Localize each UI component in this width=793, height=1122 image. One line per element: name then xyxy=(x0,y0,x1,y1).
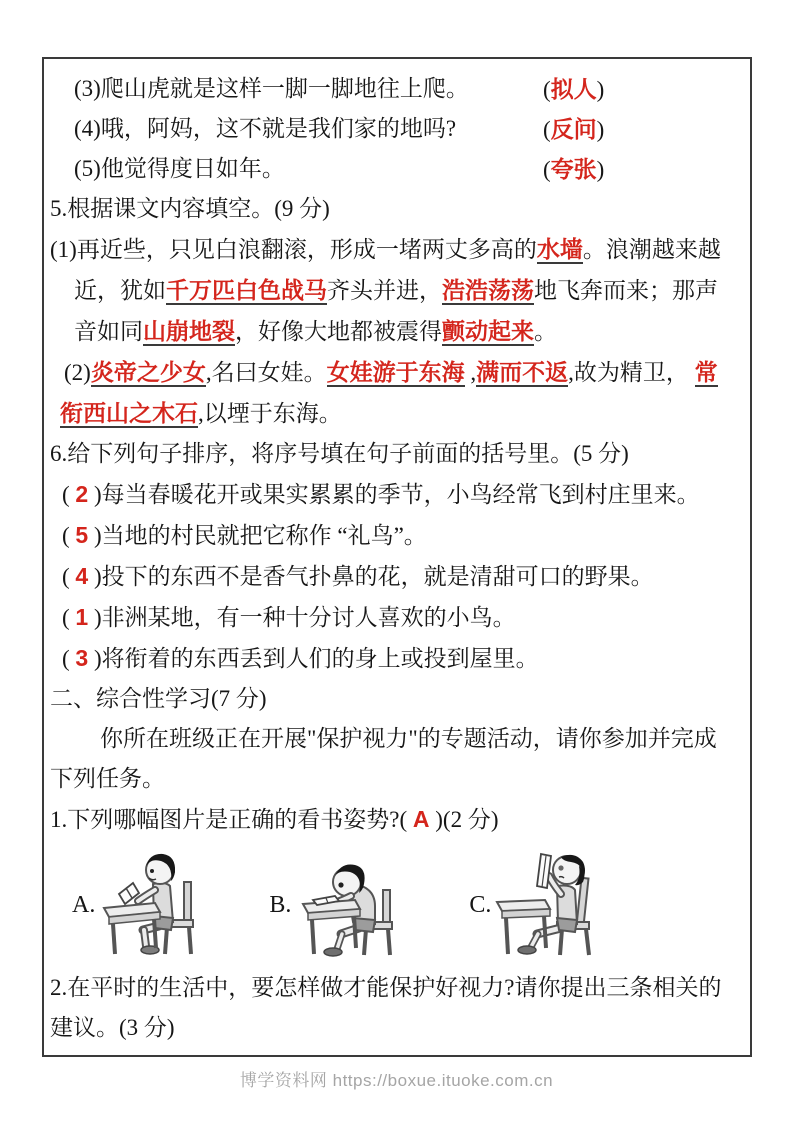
q5-fill-line-3: 音如同山崩地裂，好像大地都被震得颤动起来。 xyxy=(74,318,557,344)
part2-heading: 二、综合性学习(7 分) xyxy=(50,686,267,711)
part2-q2-line-2: 建议。(3 分) xyxy=(50,1015,175,1040)
posture-label-b: B. xyxy=(269,892,292,918)
q6-item-5: ( 3 )将衔着的东西丢到人们的身上或投到屋里。 xyxy=(62,645,539,671)
posture-option-a xyxy=(72,850,217,960)
q4-item-4-answer: (反问) xyxy=(543,116,605,142)
posture-label-a: A. xyxy=(72,892,96,918)
q6-heading: 6.给下列句子排序，将序号填在句子前面的括号里。(5 分) xyxy=(50,441,629,466)
posture-option-b xyxy=(269,850,413,960)
q6-item-3: ( 4 )投下的东西不是香气扑鼻的花，就是清甜可口的野果。 xyxy=(62,563,654,589)
q5-fill-line-4: (2)炎帝之少女,名曰女娃。女娃游于东海 ,满而不返,故为精卫， 常 xyxy=(64,359,718,385)
q4-item-5 xyxy=(74,149,734,189)
worksheet-frame xyxy=(42,57,752,1057)
posture-figure-a-upright-reading-icon xyxy=(99,850,217,960)
q5-fill-line-1: (1)再近些，只见白浪翻滚，形成一堵两丈多高的水墙。浪潮越来越 xyxy=(50,236,721,262)
part2-q2-line-1: 2.在平时的生活中，要怎样做才能保护好视力?请你提出三条相关的 xyxy=(50,975,722,1000)
q6-item-2: ( 5 )当地的村民就把它称作 “礼鸟”。 xyxy=(62,522,427,548)
part2-intro-line-1: 你所在班级正在开展"保护视力"的专题活动，请你参加并完成 xyxy=(100,726,717,751)
posture-option-c xyxy=(469,850,613,960)
posture-figure-c-leaning-back-icon xyxy=(495,850,613,960)
posture-figure-b-hunched-reading-icon xyxy=(295,850,413,960)
q4-item-5-answer: (夸张) xyxy=(543,156,605,182)
q4-item-3-answer: (拟人) xyxy=(543,76,605,102)
q5-fill-line-5: 衔西山之木石,以堙于东海。 xyxy=(60,400,342,426)
part2-q1: 1.下列哪幅图片是正确的看书姿势?( A )(2 分) xyxy=(50,806,499,832)
posture-label-c: C. xyxy=(469,892,492,918)
q4-item-3 xyxy=(74,69,734,109)
q6-item-1: ( 2 )每当春暖花开或果实累累的季节，小鸟经常飞到村庄里来。 xyxy=(62,481,700,507)
posture-figures-row xyxy=(60,846,734,964)
q4-item-4 xyxy=(74,109,734,149)
q6-item-4: ( 1 )非洲某地，有一种十分讨人喜欢的小鸟。 xyxy=(62,604,516,630)
q5-fill-line-2: 近，犹如千万匹白色战马齐头并进，浩浩荡荡地飞奔而来；那声 xyxy=(74,277,718,303)
watermark-footer: 博学资料网 https://boxue.ituoke.com.cn xyxy=(239,1071,554,1090)
q5-heading: 5.根据课文内容填空。(9 分) xyxy=(50,196,330,221)
q4-item-4-text: (4)哦，阿妈，这不就是我们家的地吗? xyxy=(74,116,457,141)
q4-item-5-text: (5)他觉得度日如年。 xyxy=(74,156,285,181)
q4-item-3-text: (3)爬山虎就是这样一脚一脚地往上爬。 xyxy=(74,76,469,101)
part2-intro-line-2: 下列任务。 xyxy=(50,766,165,791)
